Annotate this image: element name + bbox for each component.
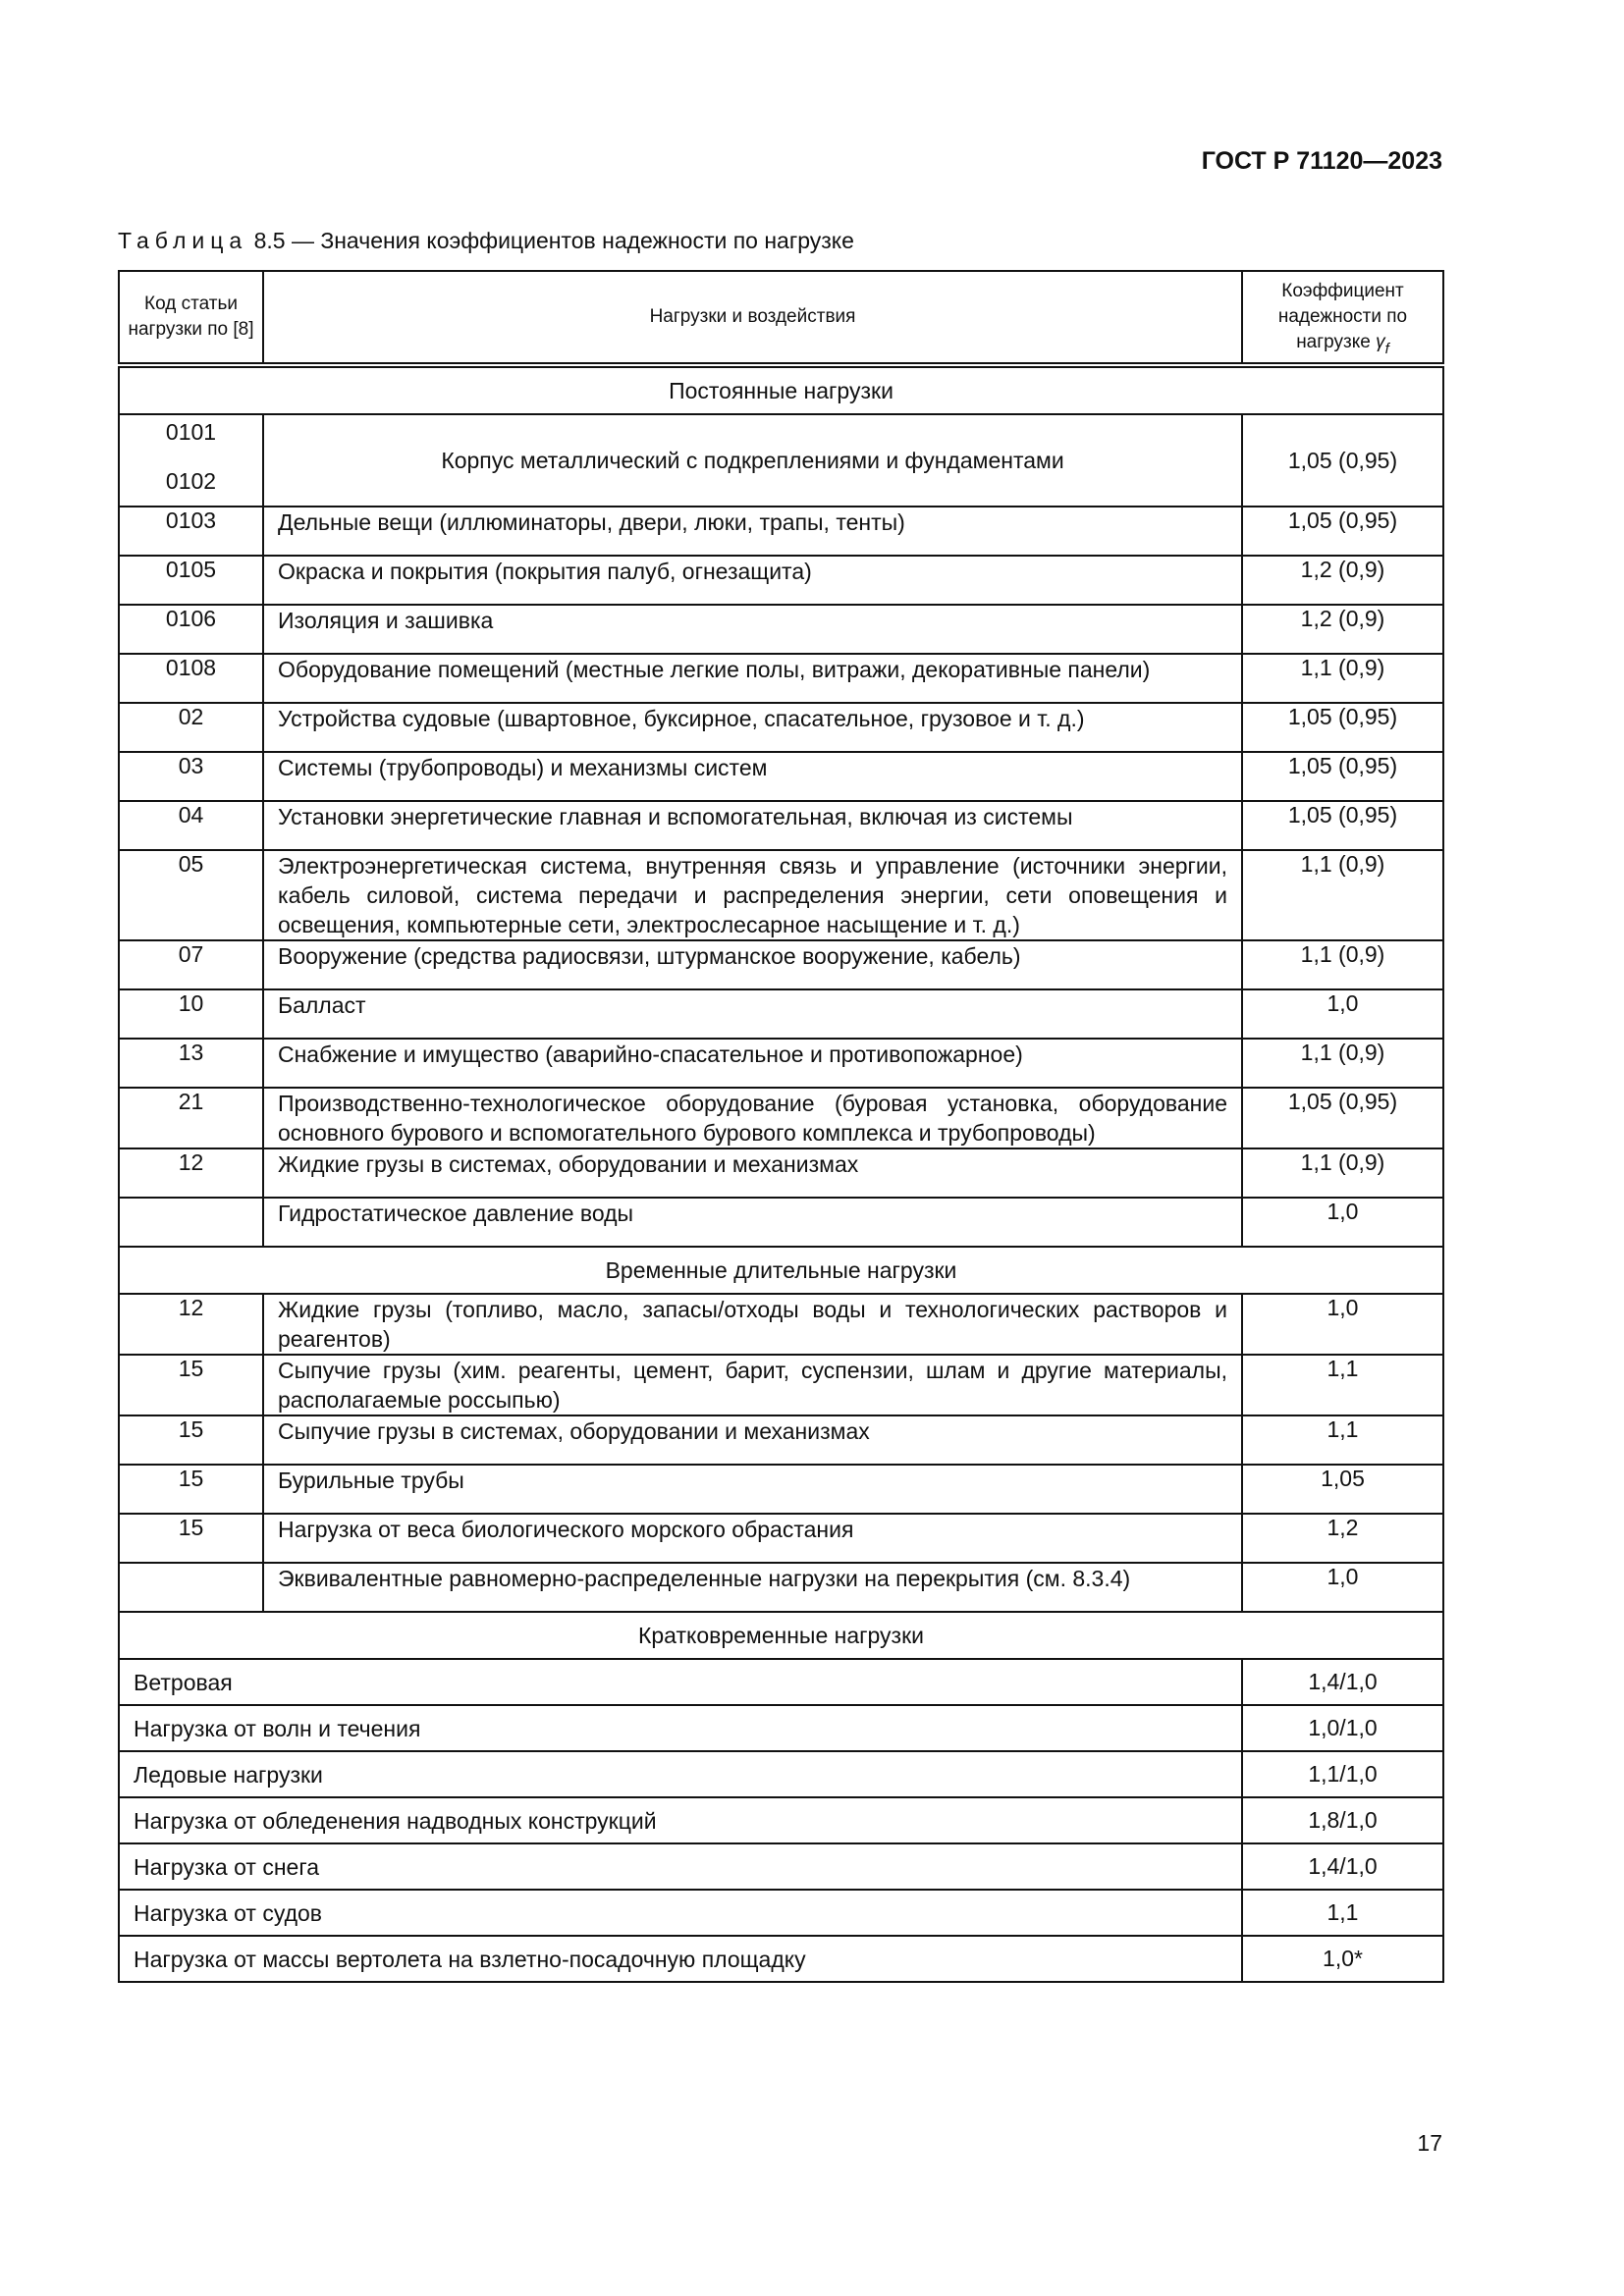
cell-code: 15 xyxy=(119,1465,263,1514)
cell-code xyxy=(119,1198,263,1247)
table-row xyxy=(119,989,1443,1039)
cell-coefficient: 1,05 xyxy=(1242,1465,1443,1514)
cell-description: Балласт xyxy=(263,989,1242,1039)
cell-coefficient: 1,1 (0,9) xyxy=(1242,850,1443,940)
cell-code-line: 0102 xyxy=(165,468,217,494)
gamma-symbol: γ xyxy=(1376,331,1385,352)
cell-description: Гидростатическое давление воды xyxy=(263,1198,1242,1247)
table-caption-text: 8.5 — Значения коэффициентов надежности по нагрузке xyxy=(247,228,854,253)
cell-coefficient: 1,1 xyxy=(1242,1415,1443,1465)
load-factor-table xyxy=(118,270,1444,1983)
cell-coefficient: 1,05 (0,95) xyxy=(1242,801,1443,850)
cell-coefficient: 1,1 (0,9) xyxy=(1242,1039,1443,1088)
table-row xyxy=(119,556,1443,605)
table-body xyxy=(119,365,1443,1982)
cell-coefficient: 1,0 xyxy=(1242,1198,1443,1247)
cell-coefficient: 1,2 xyxy=(1242,1514,1443,1563)
cell-coefficient: 1,2 (0,9) xyxy=(1242,605,1443,654)
cell-code: 12 xyxy=(119,1294,263,1355)
table-row xyxy=(119,1890,1443,1936)
cell-coefficient: 1,0 xyxy=(1242,989,1443,1039)
cell-code: 07 xyxy=(119,940,263,989)
column-header-code: Код статьи нагрузки по [8] xyxy=(119,271,263,365)
cell-code: 0106 xyxy=(119,605,263,654)
cell-coefficient: 1,1 xyxy=(1242,1890,1443,1936)
section-row xyxy=(119,1247,1443,1294)
cell-coefficient: 1,1 (0,9) xyxy=(1242,940,1443,989)
column-header-coef xyxy=(1242,271,1443,365)
section-row xyxy=(119,1612,1443,1659)
cell-coefficient: 1,05 (0,95) xyxy=(1242,752,1443,801)
cell-description: Нагрузка от снега xyxy=(119,1843,1242,1890)
cell-description: Системы (трубопроводы) и механизмы систем xyxy=(263,752,1242,801)
table-row xyxy=(119,1415,1443,1465)
table-row xyxy=(119,1659,1443,1705)
table-row xyxy=(119,1088,1443,1148)
table-row xyxy=(119,1294,1443,1355)
cell-description: Нагрузка от волн и течения xyxy=(119,1705,1242,1751)
cell-code: 04 xyxy=(119,801,263,850)
cell-description: Производственно-технологическое оборудование (буровая установка, оборудование основного бурового и вспомогательного бурового комплекса и трубопроводы) xyxy=(263,1088,1242,1148)
cell-description: Жидкие грузы в системах, оборудовании и механизмах xyxy=(263,1148,1242,1198)
cell-coefficient: 1,4/1,0 xyxy=(1242,1843,1443,1890)
cell-coefficient: 1,0/1,0 xyxy=(1242,1705,1443,1751)
cell-description: Корпус металлический с подкреплениями и фундаментами xyxy=(263,414,1242,507)
coef-header-text: Коэффициент надежности по нагрузке xyxy=(1277,280,1408,352)
cell-description: Установки энергетические главная и вспомогательная, включая из системы xyxy=(263,801,1242,850)
cell-description: Устройства судовые (швартовное, буксирное, спасательное, грузовое и т. д.) xyxy=(263,703,1242,752)
cell-description: Нагрузка от веса биологического морского обрастания xyxy=(263,1514,1242,1563)
cell-coefficient: 1,05 (0,95) xyxy=(1242,507,1443,556)
cell-coefficient: 1,2 (0,9) xyxy=(1242,556,1443,605)
table-row xyxy=(119,801,1443,850)
cell-description: Дельные вещи (иллюминаторы, двери, люки, трапы, тенты) xyxy=(263,507,1242,556)
cell-coefficient: 1,1/1,0 xyxy=(1242,1751,1443,1797)
cell-coefficient: 1,8/1,0 xyxy=(1242,1797,1443,1843)
cell-description: Изоляция и зашивка xyxy=(263,605,1242,654)
table-row xyxy=(119,850,1443,940)
cell-description: Ветровая xyxy=(119,1659,1242,1705)
cell-code: 02 xyxy=(119,703,263,752)
cell-description: Электроэнергетическая система, внутренняя связь и управление (источники энергии, кабель силовой, система передачи и распределения энергии, сети оповещения и освещения, компьютерные сети, электрослесарное насыщение и т. д.) xyxy=(263,850,1242,940)
cell-description: Вооружение (средства радиосвязи, штурманское вооружение, кабель) xyxy=(263,940,1242,989)
cell-description: Бурильные трубы xyxy=(263,1465,1242,1514)
cell-code: 12 xyxy=(119,1148,263,1198)
table-row xyxy=(119,1148,1443,1198)
table-row xyxy=(119,1936,1443,1982)
cell-code xyxy=(119,414,263,507)
table-row xyxy=(119,1465,1443,1514)
table-row xyxy=(119,1198,1443,1247)
cell-coefficient: 1,05 (0,95) xyxy=(1242,1088,1443,1148)
cell-code: 10 xyxy=(119,989,263,1039)
cell-description: Жидкие грузы (топливо, масло, запасы/отходы воды и технологических растворов и реагентов) xyxy=(263,1294,1242,1355)
table-row xyxy=(119,1563,1443,1612)
table-row xyxy=(119,507,1443,556)
cell-description: Сыпучие грузы (хим. реагенты, цемент, барит, суспензии, шлам и другие материалы, располагаемые россыпью) xyxy=(263,1355,1242,1415)
table-row xyxy=(119,414,1443,507)
cell-code: 15 xyxy=(119,1514,263,1563)
cell-code: 05 xyxy=(119,850,263,940)
gamma-subscript: f xyxy=(1384,340,1389,357)
table-row xyxy=(119,1705,1443,1751)
table-row xyxy=(119,752,1443,801)
section-title: Временные длительные нагрузки xyxy=(119,1247,1443,1294)
cell-coefficient: 1,0* xyxy=(1242,1936,1443,1982)
cell-description: Нагрузка от обледенения надводных конструкций xyxy=(119,1797,1242,1843)
column-header-desc: Нагрузки и воздействия xyxy=(263,271,1242,365)
cell-code: 0105 xyxy=(119,556,263,605)
cell-description: Эквивалентные равномерно-распределенные нагрузки на перекрытия (см. 8.3.4) xyxy=(263,1563,1242,1612)
table-row xyxy=(119,1843,1443,1890)
cell-code: 03 xyxy=(119,752,263,801)
section-title: Кратковременные нагрузки xyxy=(119,1612,1443,1659)
table-row xyxy=(119,940,1443,989)
cell-description: Сыпучие грузы в системах, оборудовании и механизмах xyxy=(263,1415,1242,1465)
cell-description: Окраска и покрытия (покрытия палуб, огнезащита) xyxy=(263,556,1242,605)
table-row xyxy=(119,1514,1443,1563)
cell-coefficient: 1,05 (0,95) xyxy=(1242,414,1443,507)
cell-code: 15 xyxy=(119,1415,263,1465)
cell-coefficient: 1,1 xyxy=(1242,1355,1443,1415)
table-header-row xyxy=(119,271,1443,365)
cell-code-line: 0101 xyxy=(165,419,217,445)
section-row xyxy=(119,365,1443,414)
cell-code: 15 xyxy=(119,1355,263,1415)
cell-description: Нагрузка от судов xyxy=(119,1890,1242,1936)
cell-description: Нагрузка от массы вертолета на взлетно-посадочную площадку xyxy=(119,1936,1242,1982)
table-row xyxy=(119,654,1443,703)
cell-coefficient: 1,0 xyxy=(1242,1563,1443,1612)
section-title: Постоянные нагрузки xyxy=(119,365,1443,414)
cell-coefficient: 1,05 (0,95) xyxy=(1242,703,1443,752)
table-caption xyxy=(118,228,854,254)
table-row xyxy=(119,605,1443,654)
page-number: 17 xyxy=(1417,2130,1442,2156)
document-number: ГОСТ Р 71120—2023 xyxy=(1201,147,1442,175)
cell-description: Ледовые нагрузки xyxy=(119,1751,1242,1797)
table-row xyxy=(119,1751,1443,1797)
table-row xyxy=(119,1355,1443,1415)
cell-coefficient: 1,1 (0,9) xyxy=(1242,654,1443,703)
cell-coefficient: 1,1 (0,9) xyxy=(1242,1148,1443,1198)
cell-code: 0108 xyxy=(119,654,263,703)
cell-coefficient: 1,4/1,0 xyxy=(1242,1659,1443,1705)
table-row xyxy=(119,1797,1443,1843)
cell-code: 0103 xyxy=(119,507,263,556)
cell-code xyxy=(119,1563,263,1612)
cell-code: 21 xyxy=(119,1088,263,1148)
cell-code: 13 xyxy=(119,1039,263,1088)
cell-coefficient: 1,0 xyxy=(1242,1294,1443,1355)
cell-description: Оборудование помещений (местные легкие полы, витражи, декоративные панели) xyxy=(263,654,1242,703)
cell-description: Снабжение и имущество (аварийно-спасательное и противопожарное) xyxy=(263,1039,1242,1088)
table-caption-label: Таблица xyxy=(118,228,248,253)
table-row xyxy=(119,1039,1443,1088)
table-row xyxy=(119,703,1443,752)
